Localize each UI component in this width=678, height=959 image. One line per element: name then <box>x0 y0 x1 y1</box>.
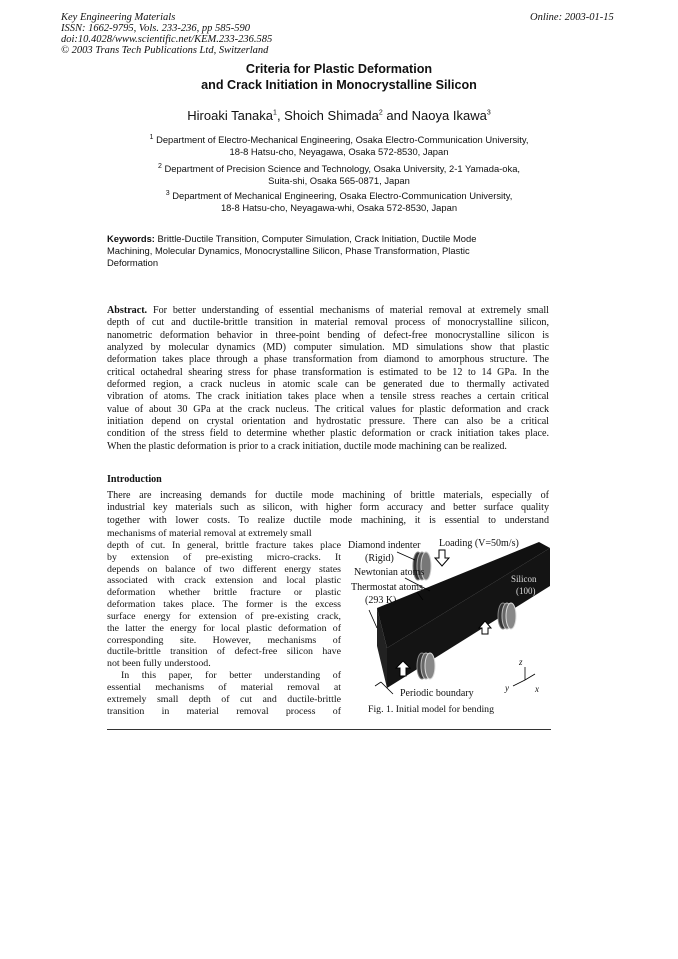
affiliation-1-line-2: 18-8 Hatsu-cho, Neyagawa, Osaka 572-8530, Japan <box>229 146 449 158</box>
online-date: Online: 2003-01-15 <box>530 12 614 23</box>
abstract-line-9: value of about 30 GPa at the crack nucleus. The critical values for plastic deformation and crack <box>107 403 549 415</box>
label-thermostat: Thermostat atoms <box>351 582 423 593</box>
copyright-line: © 2003 Trans Tech Publications Ltd, Switzerland <box>61 45 269 56</box>
affiliation-1-mark: 1 <box>149 133 154 141</box>
title-line-2: and Crack Initiation in Monocrystalline Silicon <box>201 78 477 92</box>
intro-col-line-4: depends on balance of two different energy states <box>107 563 341 575</box>
bottom-rule <box>107 729 551 730</box>
intro-col-line-12: not been fully understood. <box>107 658 211 670</box>
affiliation-3-line-2: 18-8 Hatsu-cho, Neyagawa-whi, Osaka 572-8530, Japan <box>220 202 458 214</box>
author-2: , Shoich Shimada <box>276 108 379 123</box>
intro-col-line-6: deformation whether brittle fracture or plastic <box>107 587 341 599</box>
label-periodic-boundary: Periodic boundary <box>400 688 474 699</box>
title-line-1: Criteria for Plastic Deformation <box>245 62 433 76</box>
doi-line: doi:10.4028/www.scientific.net/KEM.233-236.585 <box>61 34 273 45</box>
label-diamond-indenter: Diamond indenter <box>348 540 421 551</box>
label-temperature: (293 K) <box>365 595 397 606</box>
introduction-column <box>107 528 341 718</box>
intro-col-line-9: the latter the energy for local plastic deformation of <box>107 622 341 634</box>
affiliation-2 <box>0 163 678 188</box>
abstract-line-10: initiation depend on crystal orientation and hydrostatic pressure. There can also be a critical <box>107 416 549 428</box>
intro-col-line-1: mechanisms of material removal at extremely small <box>107 528 312 539</box>
intro-col-line-16: transition in material removal process of <box>107 705 341 717</box>
abstract-line-2: depth of cut and ductile-brittle transition in material removal process of monocrystalline silicon, <box>107 317 549 329</box>
intro-col-line-14: essential mechanisms of material removal at <box>107 681 341 693</box>
abstract-block <box>107 305 549 453</box>
affiliation-1-line-1: Department of Electro-Mechanical Engineering, Osaka Electro-Communication University, <box>156 134 529 145</box>
support-right <box>498 603 516 629</box>
abstract-label: Abstract. <box>107 305 148 316</box>
loading-arrow-icon <box>435 550 449 566</box>
abstract-line-11: condition of the stress field to determine whether plastic deformation or crack initiation takes place. <box>107 428 549 440</box>
journal-name: Key Engineering Materials <box>61 12 176 23</box>
author-1-mark: 1 <box>273 109 277 117</box>
abstract-line-3: nanometric deformation behavior in three-point bending of defect-free monocrystalline silicon is <box>107 329 549 341</box>
support-left <box>417 653 435 679</box>
abstract-line-4: analyzed by molecular dynamics (MD) computer simulation. MD simulations show that plastic <box>107 342 549 354</box>
keywords-line-1: Brittle-Ductile Transition, Computer Simulation, Crack Initiation, Ductile Mode <box>154 233 477 244</box>
intro-line-1: There are increasing demands for ductile mode machining of brittle materials, especially of <box>107 490 549 501</box>
author-3: and Naoya Ikawa <box>382 108 487 123</box>
abstract-line-12: When the plastic deformation is prior to a crack initiation, ductile mode machining can be realized. <box>107 440 507 452</box>
abstract-line-7: deformed region, a crack nucleus in atomic scale can be generated due to thermally activated <box>107 379 549 391</box>
abstract-line-6: critical octahedral shearing stress for phase transformation is estimated to be 12 to 14 GPa. In the <box>107 366 549 378</box>
figure-1 <box>345 536 555 721</box>
intro-col-line-13: In this paper, for better understanding of <box>121 670 341 682</box>
affiliation-2-mark: 2 <box>157 162 162 170</box>
axis-z-label: z <box>519 657 523 667</box>
figure-caption: Fig. 1. Initial model for bending <box>368 704 494 715</box>
issn-line: ISSN: 1662-9795, Vols. 233-236, pp 585-590 <box>61 23 250 34</box>
abstract-line-5: deformation takes place through a phase transformation from diamond to amorphous structure. The <box>107 354 549 366</box>
affiliation-3 <box>0 190 678 215</box>
label-loading: Loading (V=50m/s) <box>439 538 519 549</box>
introduction-heading: Introduction <box>107 474 162 485</box>
intro-col-line-8: surface energy for extension of pre-existing crack, <box>107 610 341 622</box>
label-orientation: (100) <box>516 586 536 596</box>
label-newtonian: Newtonian atoms <box>354 567 425 578</box>
abstract-line-8: vibration of atoms. The crack initiation takes place when a tensile stress reaches a certain critical <box>107 391 549 403</box>
affiliation-3-line-1: Department of Mechanical Engineering, Osaka Electro-Communication University, <box>172 190 513 201</box>
axis-y-label: y <box>505 683 509 693</box>
axis-x-label: x <box>535 684 539 694</box>
author-list <box>0 108 678 123</box>
intro-col-line-10: corresponding site. However, mechanisms of <box>107 634 341 646</box>
axes-icon <box>513 667 535 686</box>
keywords-line-3: Deformation <box>107 257 159 269</box>
intro-line-2: industrial key materials such as silicon, with higher form accuracy and better surface quality <box>107 502 549 514</box>
keywords-line-2: Machining, Molecular Dynamics, Monocrystalline Silicon, Phase Transformation, Plastic <box>107 245 470 257</box>
intro-col-line-15: extremely small depth of cut and ductile-brittle <box>107 693 341 705</box>
author-2-mark: 2 <box>378 109 383 117</box>
affiliation-3-mark: 3 <box>165 189 170 197</box>
intro-col-line-2: depth of cut. In general, brittle fracture takes place <box>107 539 341 551</box>
affiliation-2-line-1: Department of Precision Science and Technology, Osaka University, 2-1 Yamada-oka, <box>164 163 521 174</box>
author-3-mark: 3 <box>486 109 491 117</box>
intro-line-3: together with lower costs. To realize ductile mode machining, it is essential to understand <box>107 514 549 526</box>
affiliation-1 <box>0 134 678 159</box>
affiliation-2-line-2: Suita-shi, Osaka 565-0871, Japan <box>268 175 410 187</box>
intro-col-line-5: associated with crack extension and local plastic <box>107 575 341 587</box>
keywords-label: Keywords: <box>107 233 155 244</box>
intro-col-line-11: ductile-brittle transition of defect-free silicon have <box>107 646 341 658</box>
label-rigid: (Rigid) <box>365 553 394 564</box>
introduction-full-lines <box>107 490 549 527</box>
label-silicon: Silicon <box>511 574 537 584</box>
intro-col-line-3: by extension of pre-existing micro-cracks. It <box>107 551 341 563</box>
keywords-block <box>107 233 547 270</box>
abstract-line-1: For better understanding of essential mechanisms of material removal at extremely small <box>147 305 549 316</box>
author-1: Hiroaki Tanaka <box>187 108 274 123</box>
intro-col-line-7: deformation takes place. The former is the excess <box>107 599 341 611</box>
